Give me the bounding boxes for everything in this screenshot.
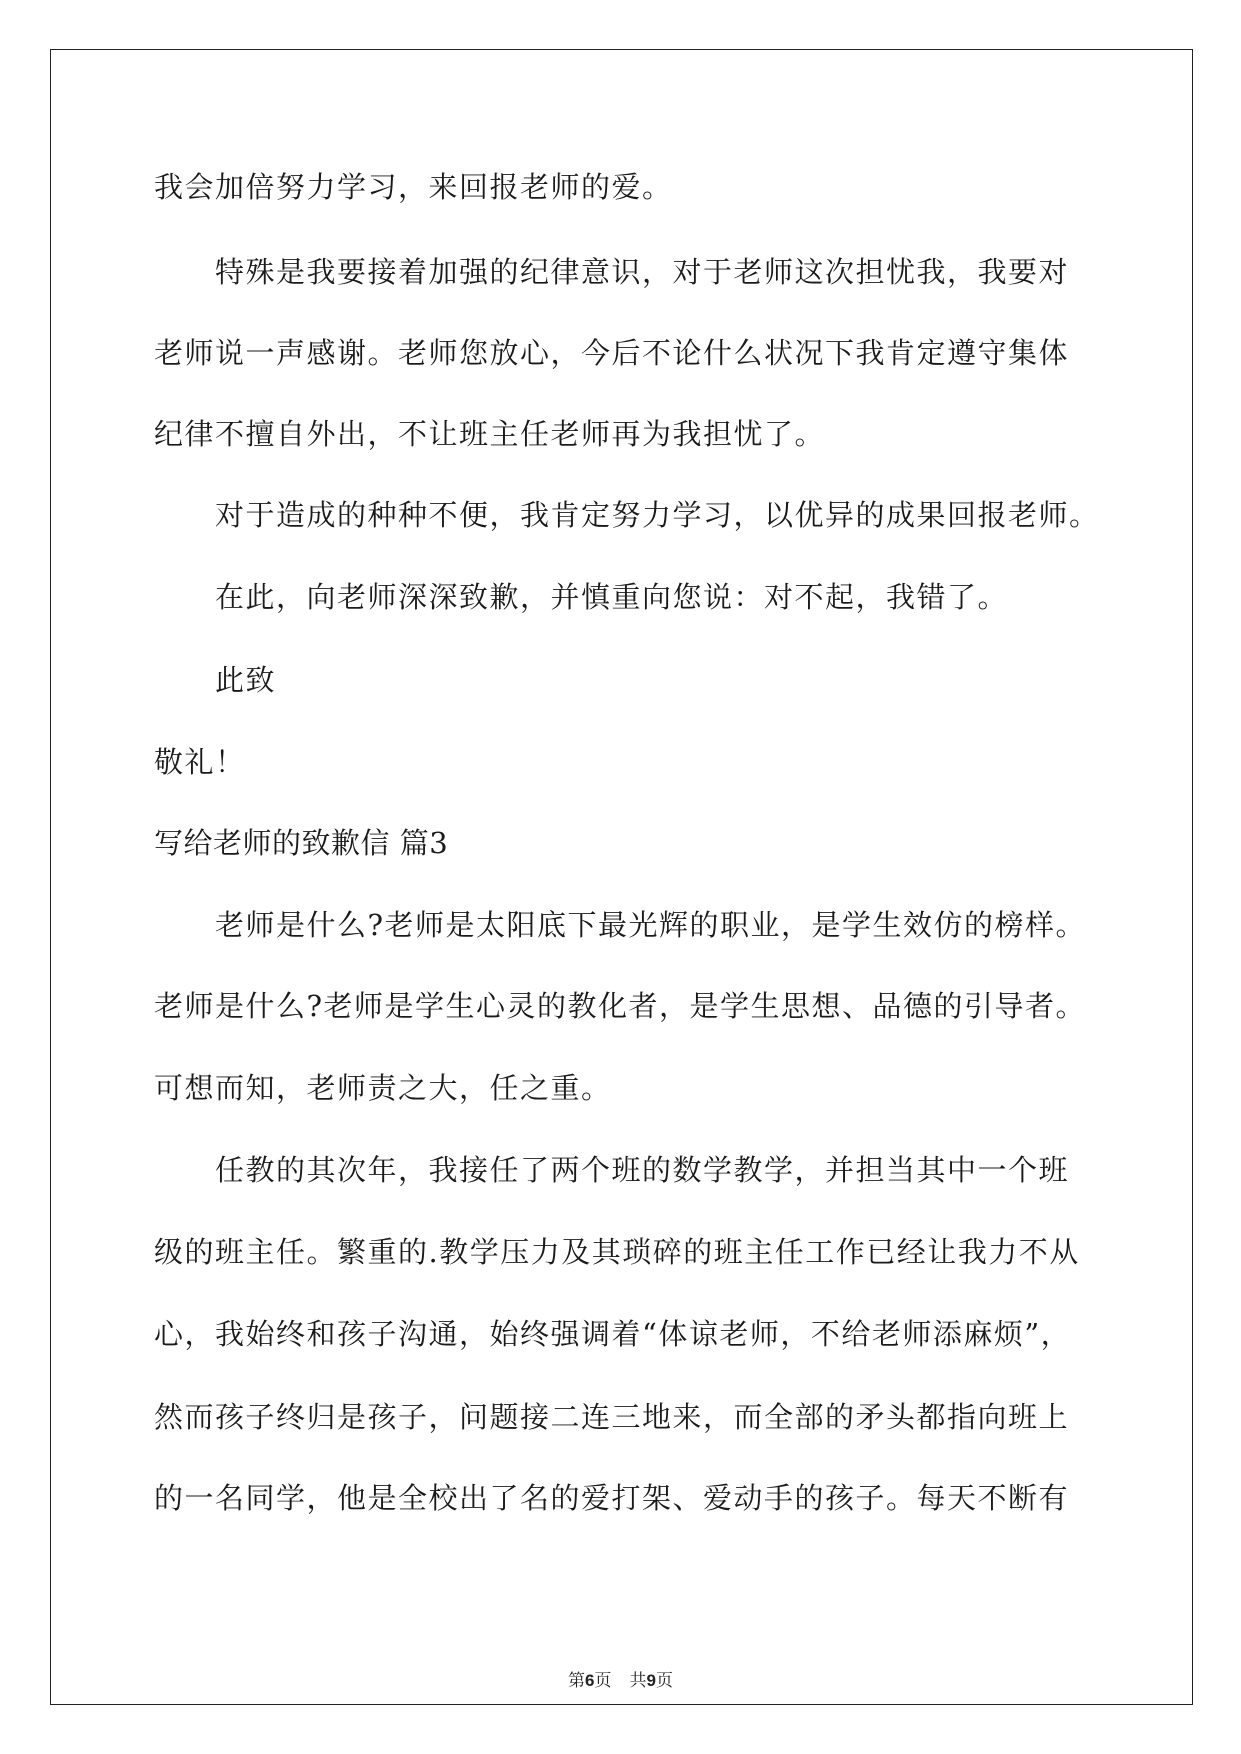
page-footer [0, 1670, 1241, 1692]
total-unit: 页 [655, 1671, 673, 1691]
paragraph-line: 任教的其次年，我接任了两个班的数学教学，并担当其中一个班 [215, 1153, 1070, 1187]
paragraph-line: 对于造成的种种不便，我肯定努力学习，以优异的成果回报老师。 [215, 498, 1100, 532]
paragraph-line: 特殊是我要接着加强的纪律意识，对于老师这次担忧我，我要对 [215, 255, 1070, 289]
page-border [50, 49, 1193, 1705]
closing-regards: 敬礼！ [154, 745, 246, 779]
paragraph-line: 心，我始终和孩子沟通，始终强调着“体谅老师，不给老师添麻烦”， [154, 1317, 1072, 1351]
section-title: 写给老师的致歉信 篇3 [154, 826, 449, 860]
page-total: 9 [646, 1671, 656, 1690]
closing-salutation: 此致 [215, 663, 277, 697]
total-prefix: 共 [629, 1671, 647, 1691]
paragraph-line: 然而孩子终归是孩子，问题接二连三地来，而全部的矛头都指向班上 [154, 1400, 1070, 1434]
paragraph-line: 纪律不擅自外出，不让班主任老师再为我担忧了。 [154, 417, 826, 451]
page-current: 6 [585, 1671, 595, 1690]
paragraph-line: 级的班主任。繁重的.教学压力及其琐碎的班主任工作已经让我力不从 [154, 1235, 1080, 1269]
paragraph-line: 的一名同学，他是全校出了名的爱打架、爱动手的孩子。每天不断有 [154, 1481, 1070, 1515]
page-unit: 页 [594, 1671, 612, 1691]
paragraph-line: 老师说一声感谢。老师您放心，今后不论什么状况下我肯定遵守集体 [154, 336, 1070, 370]
paragraph-line: 我会加倍努力学习，来回报老师的爱。 [154, 170, 673, 204]
page-prefix: 第 [568, 1671, 586, 1691]
paragraph-line: 在此，向老师深深致歉，并慎重向您说：对不起，我错了。 [215, 580, 1009, 614]
paragraph-line: 可想而知，老师责之大，任之重。 [154, 1071, 612, 1105]
paragraph-line: 老师是什么?老师是太阳底下最光辉的职业，是学生效仿的榜样。 [215, 908, 1087, 942]
paragraph-line: 老师是什么?老师是学生心灵的教化者，是学生思想、品德的引导者。 [154, 989, 1087, 1023]
